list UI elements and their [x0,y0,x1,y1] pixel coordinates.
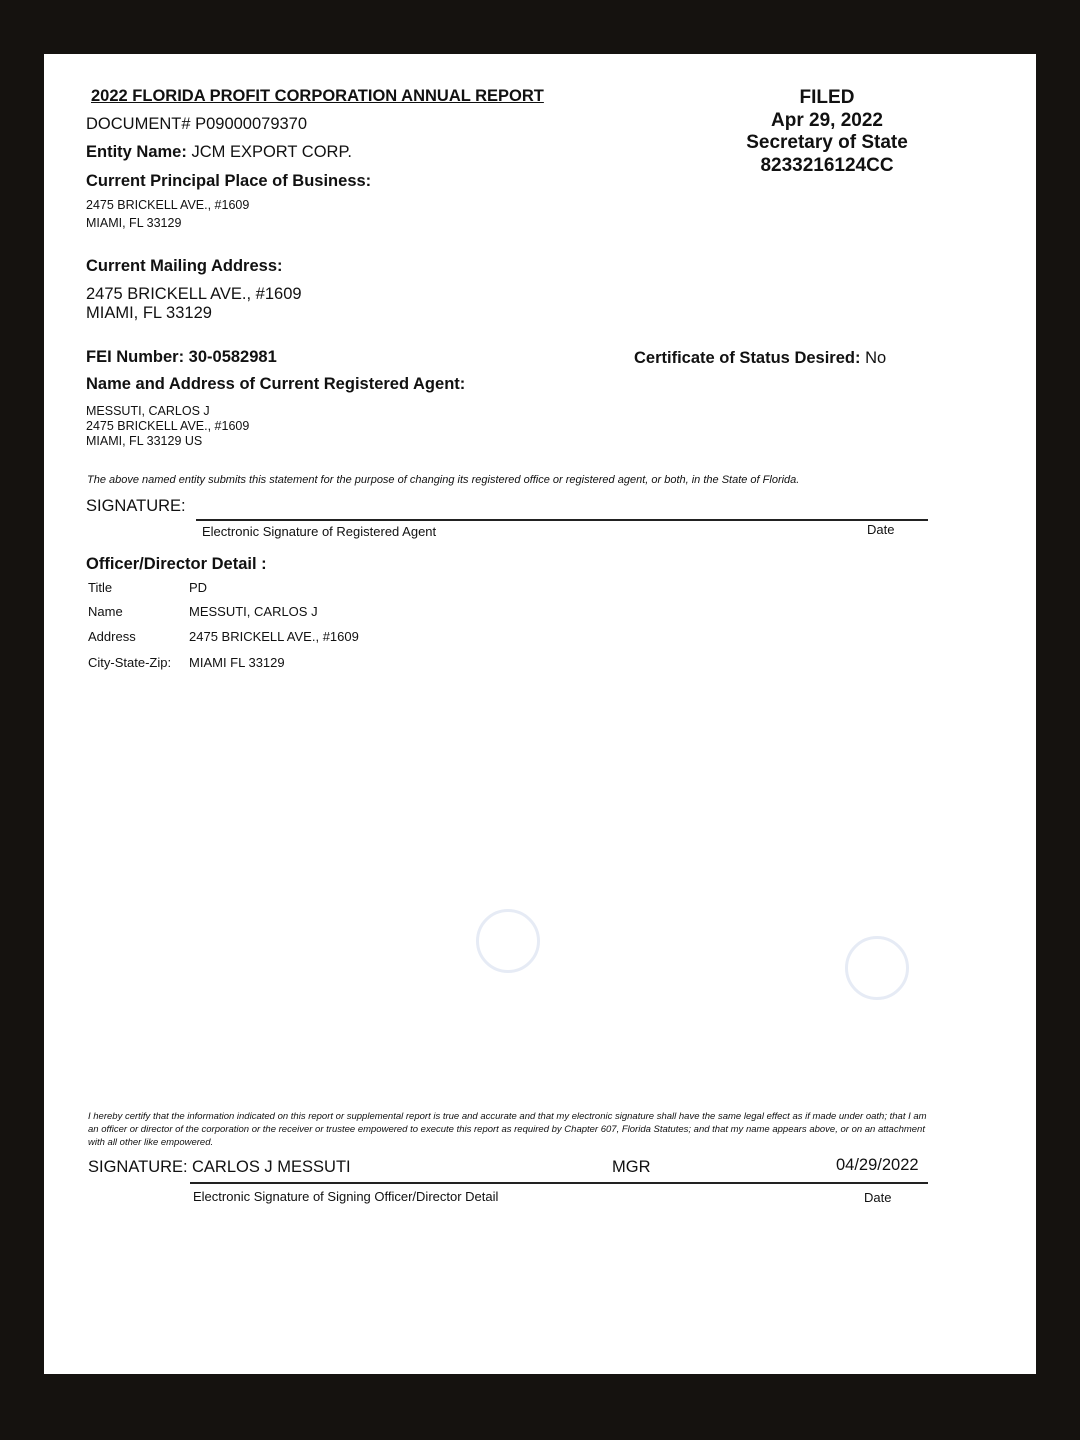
officer-name-value: MESSUTI, CARLOS J [189,604,318,619]
officer-name-label: Name [88,604,123,619]
officer-city-label: City-State-Zip: [88,655,172,670]
statement-text: The above named entity submits this statement for the purpose of changing its registered office or registered agent, or both, in the State of Florida. [87,474,800,486]
report-title: 2022 FLORIDA PROFIT CORPORATION ANNUAL REPORT [91,87,544,105]
officer-signature-name: CARLOS J MESSUTI [192,1158,351,1176]
circle-mark [845,936,909,1000]
principal-line-2: MIAMI, FL 33129 [86,216,182,230]
entity-name [86,143,352,162]
document-number: DOCUMENT# P09000079370 [86,115,308,133]
filed-date: Apr 29, 2022 [771,109,883,131]
agent-line-2: 2475 BRICKELL AVE., #1609 [86,419,250,433]
filed-stamp [704,87,950,177]
officer-title-label: Title [88,580,113,595]
agent-line-1: MESSUTI, CARLOS J [86,404,210,418]
entity-name-value: JCM EXPORT CORP. [191,143,352,161]
agent-heading: Name and Address of Current Registered Agent: [86,375,466,393]
officer-title-value: PD [189,580,208,595]
officer-address-value: 2475 BRICKELL AVE., #1609 [189,629,359,644]
officer-city-value: MIAMI FL 33129 [189,655,285,670]
mailing-line-1: 2475 BRICKELL AVE., #1609 [86,285,302,303]
officer-signature-date: 04/29/2022 [836,1156,919,1174]
principal-heading: Current Principal Place of Business: [86,172,372,190]
filed-number: 8233216124CC [760,154,894,176]
circle-mark [476,909,540,973]
principal-line-1: 2475 BRICKELL AVE., #1609 [86,198,250,212]
mailing-heading: Current Mailing Address: [86,257,283,275]
officer-signature-caption: Electronic Signature of Signing Officer/Director Detail [193,1189,499,1204]
mailing-line-2: MIAMI, FL 33129 [86,304,212,322]
certification-text: I hereby certify that the information indicated on this report or supplemental report is true and accurate and that my electronic signature shall have the same legal effect as if made under oath; that I am an officer or director of the corporation or the receiver or trustee empowered to execute this report as required by Chapter 607, Florida Statutes; and that my name appears above, or on an attachment with all other like empowered. [88,1111,927,1148]
officer-signature-label: SIGNATURE: [88,1158,188,1176]
officer-heading: Officer/Director Detail : [86,555,267,573]
officer-address-label: Address [88,629,136,644]
fei-number: FEI Number: 30-0582981 [86,348,277,366]
officer-signature-title: MGR [612,1158,651,1176]
certificate-status-label: Certificate of Status Desired: [634,349,861,367]
agent-signature-label: SIGNATURE: [86,497,186,515]
filed-office: Secretary of State [746,132,908,153]
document-page [44,54,1036,1374]
entity-name-label: Entity Name: [86,143,187,161]
officer-signature-line [190,1182,928,1184]
agent-signature-caption: Electronic Signature of Registered Agent [202,524,437,539]
officer-signature-date-label: Date [864,1190,892,1205]
agent-signature-date-label: Date [867,522,895,537]
certificate-status [634,349,886,368]
filed-label: FILED [799,87,855,108]
agent-signature-line [196,519,928,521]
agent-line-3: MIAMI, FL 33129 US [86,434,203,448]
certificate-status-value: No [865,349,887,367]
